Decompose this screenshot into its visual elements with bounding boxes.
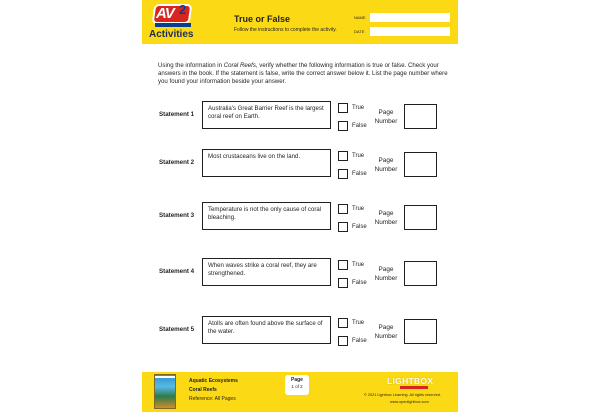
false-label: False <box>352 338 367 344</box>
statement-row-1 <box>142 101 458 141</box>
true-checkbox[interactable] <box>338 103 348 113</box>
statement-text: Atolls are often found above the surface of the water. <box>202 316 331 344</box>
footer-copyright: © 2021 Lightbox Learning. All rights reserved. <box>364 393 441 397</box>
false-checkbox[interactable] <box>338 278 348 288</box>
name-field[interactable] <box>370 13 450 22</box>
statement-label: Statement 4 <box>159 268 195 275</box>
page-number-input[interactable] <box>404 261 437 286</box>
statement-label: Statement 3 <box>159 212 195 219</box>
true-label: True <box>352 105 365 111</box>
statement-label: Statement 5 <box>159 326 195 333</box>
false-label: False <box>352 123 367 129</box>
false-checkbox[interactable] <box>338 121 348 131</box>
book-cover-thumbnail <box>154 374 176 409</box>
footer-series: Aquatic Ecosystems <box>189 378 238 384</box>
page-number-label: Page Number <box>374 157 398 173</box>
page-title: True or False <box>234 14 291 24</box>
worksheet-page <box>142 0 458 412</box>
true-label: True <box>352 206 365 212</box>
logo-activities: Activities <box>149 29 194 40</box>
page-number-input[interactable] <box>404 319 437 344</box>
page-number-input[interactable] <box>404 152 437 177</box>
true-checkbox[interactable] <box>338 151 348 161</box>
footer <box>142 372 458 412</box>
instructions <box>158 62 454 86</box>
statement-text: Australia's Great Barrier Reef is the largest coral reef on Earth. <box>202 101 331 129</box>
lightbox-learning-bar <box>400 386 428 389</box>
true-label: True <box>352 153 365 159</box>
logo-text: AV <box>156 5 174 22</box>
statement-text: When waves strike a coral reef, they are strengthened. <box>202 258 331 286</box>
footer-reference: Reference: All Pages <box>189 396 236 402</box>
page-number-label: Page Number <box>374 210 398 226</box>
false-label: False <box>352 171 367 177</box>
false-checkbox[interactable] <box>338 169 348 179</box>
page-number-label: Page Number <box>374 109 398 125</box>
false-label: False <box>352 224 367 230</box>
header <box>142 0 458 44</box>
page-number-input[interactable] <box>404 205 437 230</box>
true-checkbox[interactable] <box>338 260 348 270</box>
footer-book-title: Coral Reefs <box>189 387 217 393</box>
statement-label: Statement 1 <box>159 111 195 118</box>
page-number-label: Page Number <box>374 266 398 282</box>
page-number-label: Page Number <box>374 324 398 340</box>
page-subtitle: Follow the instructions to complete the activity. <box>234 27 337 33</box>
true-checkbox[interactable] <box>338 318 348 328</box>
instructions-post: , verify whether the following information is true or false. Check your answers in the book. If the statement is false, write the correct answer below it. List the page number where you found your information beside your answer. <box>158 62 448 85</box>
true-label: True <box>352 320 365 326</box>
date-field[interactable] <box>370 27 450 36</box>
false-checkbox[interactable] <box>338 222 348 232</box>
page-indicator-count: 1 of 2 <box>291 384 303 389</box>
statement-label: Statement 2 <box>159 159 195 166</box>
page-number-input[interactable] <box>404 104 437 129</box>
page-indicator <box>285 375 309 395</box>
instructions-pre: Using the information in <box>158 62 224 69</box>
book-cover-title-bar <box>155 376 175 378</box>
date-label: DATE <box>354 29 365 34</box>
true-checkbox[interactable] <box>338 204 348 214</box>
logo-stripe <box>155 23 191 27</box>
false-checkbox[interactable] <box>338 336 348 346</box>
true-label: True <box>352 262 365 268</box>
av2-logo <box>147 4 197 40</box>
false-label: False <box>352 280 367 286</box>
statement-row-3 <box>142 202 458 242</box>
lightbox-logo: LIGHTBOX <box>387 376 434 386</box>
statement-row-2 <box>142 149 458 189</box>
instructions-book-title: Coral Reefs <box>223 62 256 69</box>
page-indicator-label: Page <box>291 377 303 383</box>
name-label: NAME <box>354 15 366 20</box>
logo-superscript: 2 <box>179 2 187 17</box>
statement-row-4 <box>142 258 458 298</box>
statement-text: Most crustaceans live on the land. <box>202 149 331 177</box>
statement-text: Temperature is not the only cause of coral bleaching. <box>202 202 331 230</box>
footer-website: www.openlightbox.com <box>390 400 429 404</box>
statement-row-5 <box>142 316 458 356</box>
